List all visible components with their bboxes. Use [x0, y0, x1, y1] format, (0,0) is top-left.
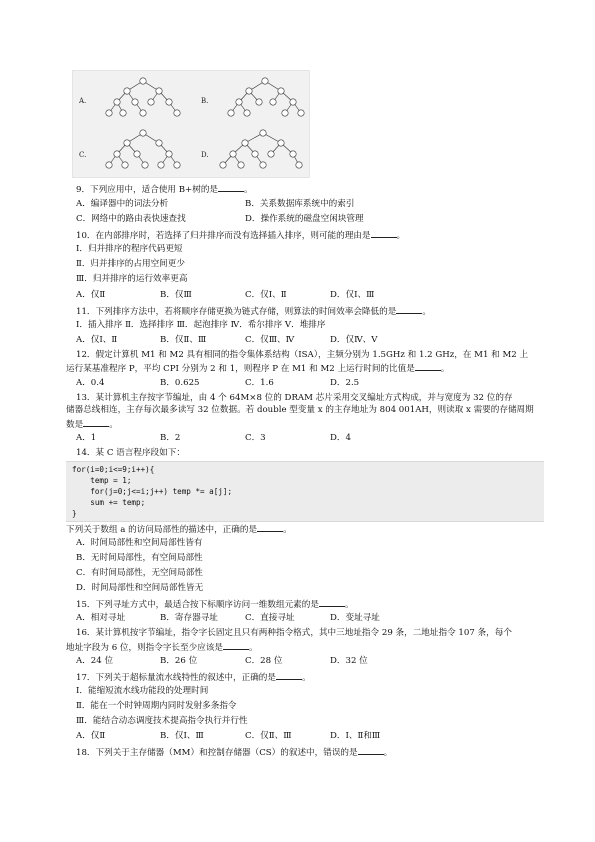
q10-item-3: Ⅲ．归并排序的运行效率更高 — [76, 274, 188, 284]
q10-stem: 10．在内部排序时，若选择了归并排序而没有选择插入排序，则可能的理由是 。 — [76, 231, 406, 241]
tree-node — [158, 162, 164, 168]
q11-option-c: C．仅Ⅲ、Ⅳ — [245, 335, 295, 345]
q16-option-a: A．24 位 — [76, 656, 114, 666]
q15-option-c: C．直接寻址 — [245, 613, 295, 623]
answer-blank — [257, 523, 283, 532]
q13-option-c: C．3 — [245, 433, 266, 443]
q9-stem: 9．下列应用中，适合使用 B+树的是 。 — [76, 185, 253, 195]
tree-node — [140, 110, 146, 116]
q18-stem: 18．下列关于主存储器（MM）和控制存储器（CS）的叙述中，错误的是 。 — [76, 748, 393, 758]
answer-blank — [276, 671, 302, 680]
q16-line-1: 16．某计算机按字节编址，指令字长固定且只有两种指令格式，其中三地址指令 29 条，二地址指令 107 条，每个 — [76, 628, 512, 638]
q12-line-2: 运行某基准程序 P，平均 CPI 分别为 2 和 1，则程序 P 在 M1 和 M2 上运行时间的比值是 。 — [66, 364, 450, 374]
q17-option-d: D．Ⅰ、Ⅱ和Ⅲ — [330, 731, 381, 741]
q16-line-2: 地址字段为 6 位，则指令字长至少应该是 。 — [66, 643, 258, 653]
tree-diagrams — [73, 71, 309, 177]
q11-items: Ⅰ．插入排序 Ⅱ．选择排序 Ⅲ．起泡排序 Ⅳ．希尔排序 Ⅴ．堆排序 — [76, 320, 326, 330]
tree-node — [228, 110, 234, 116]
q12-option-d: D．2.5 — [330, 378, 360, 388]
q15-option-b: B．寄存器寻址 — [160, 613, 218, 623]
code-line: for(j=0;j<=i;j++) temp *= a[j]; — [72, 487, 233, 496]
tree-node — [114, 151, 120, 157]
tree-node — [290, 151, 296, 157]
tree-node — [220, 162, 226, 168]
q12-line-1: 12．假定计算机 M1 和 M2 具有相同的指令集体系结构（ISA），主频分别为 1.5GHz 和 1.2 GHz，在 M1 和 M2 上 — [76, 350, 529, 360]
tree-node — [156, 88, 162, 94]
tree-node — [238, 162, 244, 168]
tree-node — [290, 99, 296, 105]
q13-line-2: 储器总线相连，主存每次最多读写 32 位数据。若 double 型变量 x 的主存地址为 804 001AH，则读取 x 需要的存储周期 — [66, 405, 534, 415]
q17-option-b: B．仅Ⅰ、Ⅲ — [160, 731, 204, 741]
tree-node — [262, 78, 268, 84]
q13-line-1: 13．某计算机主存按字节编址，由 4 个 64M×8 位的 DRAM 芯片采用交叉编址方式构成，并与宽度为 32 位的存 — [76, 393, 513, 403]
q11-option-a: A．仅Ⅰ、Ⅱ — [76, 335, 118, 345]
q14-question: 下列关于数组 a 的访问局部性的描述中，正确的是 。 — [66, 525, 292, 535]
tree-node — [132, 99, 138, 105]
tree-node — [256, 99, 262, 105]
q16-option-d: D．32 位 — [330, 656, 368, 666]
q10-option-b: B．仅Ⅲ — [160, 290, 192, 300]
tree-node — [252, 151, 258, 157]
q9-option-b: B．关系数据库系统中的索引 — [245, 199, 355, 209]
q11-stem: 11．下列排序方法中，若将顺序存储更换为链式存储，则算法的时间效率会降低的是 。 — [76, 307, 431, 317]
q17-stem: 17．下列关于超标量流水线特性的叙述中，正确的是 。 — [76, 673, 311, 683]
answer-blank — [223, 641, 249, 650]
tree-node — [124, 88, 130, 94]
q9-option-c: C．网络中的路由表快速查找 — [76, 214, 186, 224]
figure-label-d: D. — [201, 151, 209, 159]
q17-item-1: Ⅰ．能缩短流水线功能段的处理时间 — [76, 686, 209, 696]
tree-node — [268, 151, 274, 157]
figure-label-a: A. — [79, 97, 87, 105]
q16-option-b: B．26 位 — [160, 656, 198, 666]
q10-option-a: A．仅Ⅱ — [76, 290, 106, 300]
answer-blank — [371, 229, 397, 238]
q16-option-c: C．28 位 — [245, 656, 283, 666]
tree-node — [106, 110, 112, 116]
q10-item-1: Ⅰ．归并排序的程序代码更短 — [76, 244, 183, 254]
tree-node — [166, 151, 172, 157]
tree-node — [142, 162, 148, 168]
q10-item-2: Ⅱ．归并排序的占用空间更少 — [76, 259, 185, 269]
q17-option-a: A．仅Ⅱ — [76, 731, 106, 741]
tree-node — [242, 140, 248, 146]
answer-blank — [415, 362, 441, 371]
q17-item-2: Ⅱ．能在一个时钟周期内同时发射多条指令 — [76, 701, 237, 711]
tree-node — [166, 99, 172, 105]
code-line: } — [72, 509, 77, 518]
tree-node — [246, 88, 252, 94]
tree-node — [278, 140, 284, 146]
q13-option-a: A．1 — [76, 433, 97, 443]
answer-blank — [396, 305, 422, 314]
answer-blank — [218, 183, 244, 192]
q14-option-a: A．时间局部性和空间局部性皆有 — [76, 538, 203, 548]
q12-option-a: A．0.4 — [76, 378, 105, 388]
q14-option-b: B．无时间局部性，有空间局部性 — [76, 553, 203, 563]
tree-node — [282, 110, 288, 116]
answer-blank — [358, 746, 384, 755]
q9-option-a: A．编译器中的词法分析 — [76, 199, 169, 209]
tree-node — [134, 151, 140, 157]
tree-node — [230, 151, 236, 157]
tree-node — [124, 140, 130, 146]
tree-node — [174, 110, 180, 116]
tree-options-figure — [72, 70, 310, 178]
q13-line-3: 数是 。 — [66, 420, 118, 430]
answer-blank — [319, 598, 345, 607]
tree-node — [244, 110, 250, 116]
figure-label-b: B. — [201, 97, 209, 105]
q14-option-c: C．有时间局部性，无空间局部性 — [76, 568, 203, 578]
tree-node — [298, 110, 304, 116]
q15-stem: 15．下列寻址方式中，最适合按下标顺序访问一维数组元素的是 。 — [76, 600, 354, 610]
tree-node — [236, 99, 242, 105]
tree-node — [260, 130, 266, 136]
q12-option-c: C．1.6 — [245, 378, 274, 388]
code-block — [66, 461, 544, 522]
tree-node — [260, 162, 266, 168]
q15-option-a: A．相对寻址 — [76, 613, 126, 623]
q13-option-d: D．4 — [330, 433, 351, 443]
tree-node — [140, 78, 146, 84]
q17-item-3: Ⅲ．能结合动态调度技术提高指令执行并行性 — [76, 716, 248, 726]
figure-label-c: C. — [79, 151, 87, 159]
tree-node — [120, 110, 126, 116]
tree-node — [122, 162, 128, 168]
tree-node — [270, 99, 276, 105]
q10-option-d: D．仅Ⅰ、Ⅲ — [330, 290, 375, 300]
q14-option-d: D．时间局部性和空间局部性皆无 — [76, 583, 204, 593]
code-line: for(i=0;i<=9;i++){ — [72, 465, 155, 474]
q13-option-b: B．2 — [160, 433, 181, 443]
q11-option-d: D．仅Ⅳ、Ⅴ — [330, 335, 378, 345]
q11-option-b: B．仅Ⅱ、Ⅲ — [160, 335, 207, 345]
q9-option-d: D．操作系统的磁盘空闲块管理 — [245, 214, 364, 224]
tree-node — [140, 130, 146, 136]
tree-node — [156, 140, 162, 146]
code-line: sum += temp; — [72, 498, 146, 507]
code-line: temp = 1; — [72, 476, 132, 485]
q17-option-c: C．仅Ⅱ、Ⅲ — [245, 731, 292, 741]
tree-node — [278, 88, 284, 94]
tree-node — [174, 162, 180, 168]
q10-option-c: C．仅Ⅰ、Ⅱ — [245, 290, 287, 300]
tree-node — [114, 99, 120, 105]
q14-stem: 14．某 C 语言程序段如下： — [76, 448, 185, 458]
tree-node — [296, 162, 302, 168]
q12-option-b: B．0.625 — [160, 378, 200, 388]
tree-node — [106, 162, 112, 168]
q15-option-d: D．变址寻址 — [330, 613, 380, 623]
answer-blank — [83, 418, 109, 427]
tree-node — [148, 99, 154, 105]
